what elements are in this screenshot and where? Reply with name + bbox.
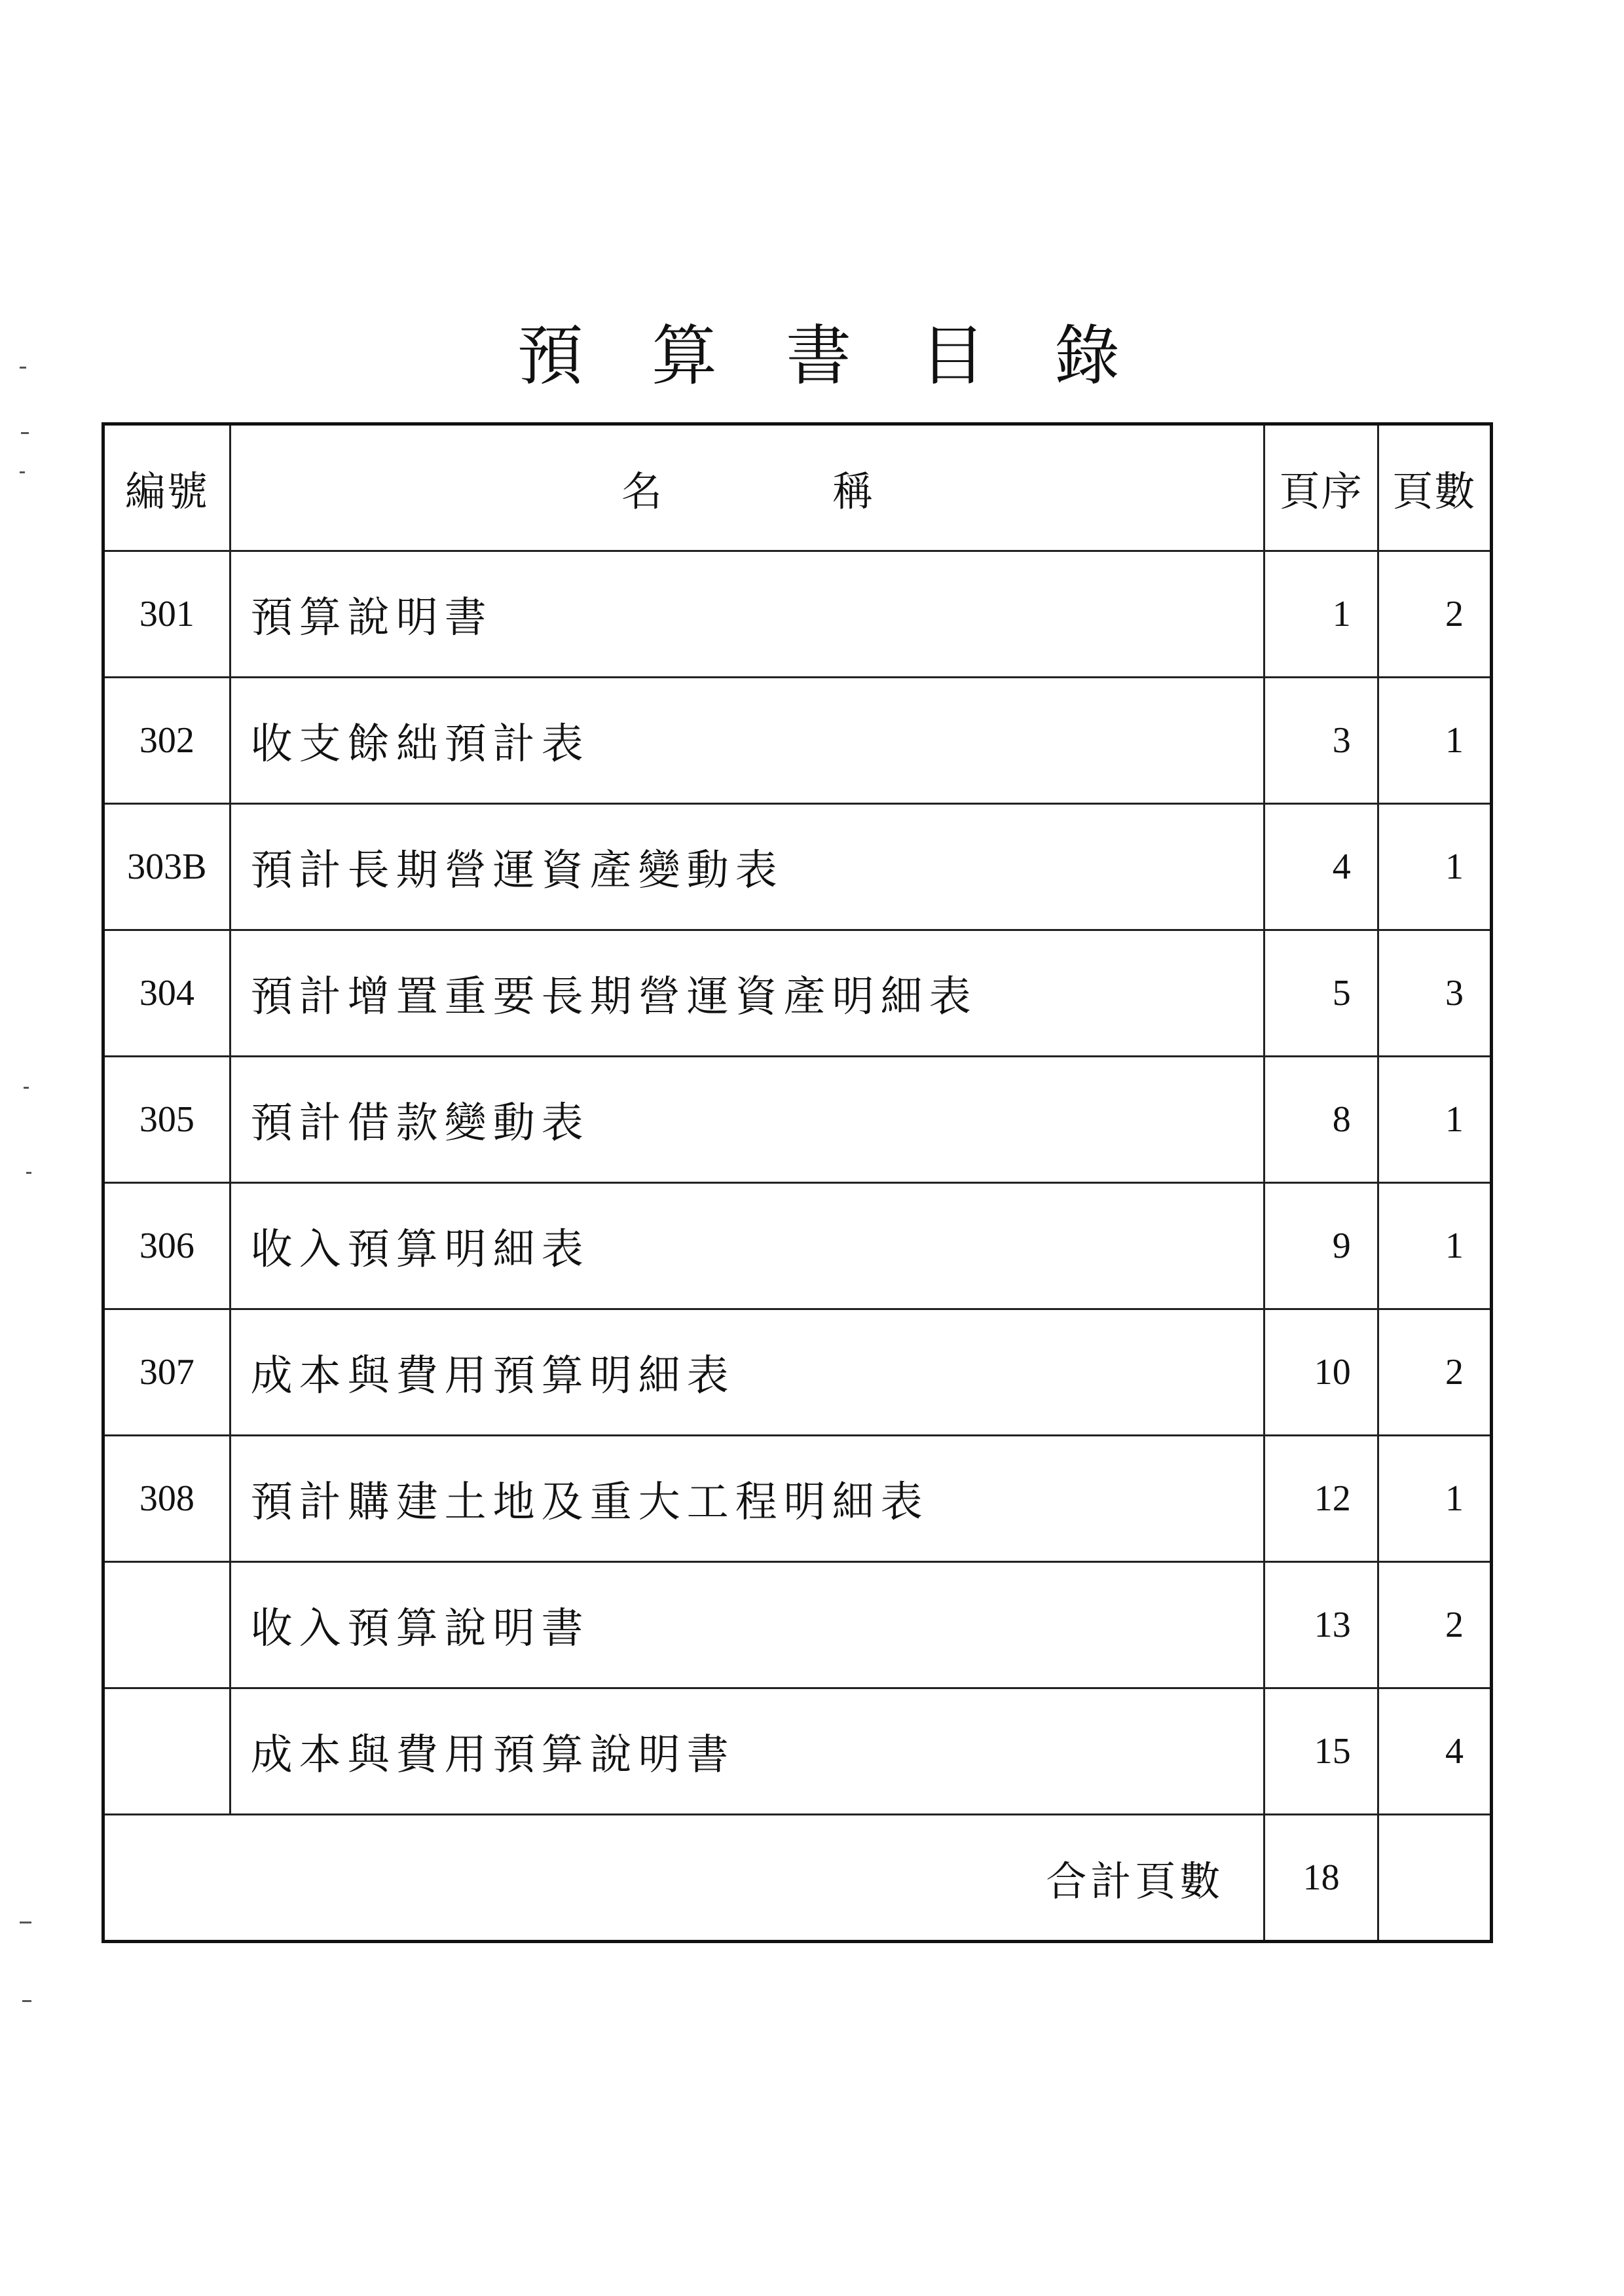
row-code: 305 [103,1057,231,1183]
row-page: 5 [1264,930,1378,1057]
scan-mark [20,471,25,473]
row-page: 9 [1264,1183,1378,1309]
scan-mark [22,2000,31,2002]
table-row [103,1309,1492,1436]
title-char: 書 [786,318,851,394]
row-page: 12 [1264,1436,1378,1562]
row-page: 15 [1264,1688,1378,1815]
row-name: 預計長期營運資產變動表 [230,804,1264,930]
row-code: 307 [103,1309,231,1436]
row-name: 預計購建土地及重大工程明細表 [230,1436,1264,1562]
table-row [103,1688,1492,1815]
scan-mark [21,432,29,434]
row-code: 302 [103,678,231,804]
table-of-contents [101,422,1493,1943]
title-char: 預 [517,318,583,394]
row-name: 預計增置重要長期營運資產明細表 [230,930,1264,1057]
row-page: 10 [1264,1309,1378,1436]
row-count: 1 [1378,1436,1491,1562]
row-name: 預算說明書 [230,551,1264,678]
row-page: 4 [1264,804,1378,930]
table-row [103,930,1492,1057]
row-count: 1 [1378,1183,1491,1309]
table-row [103,1436,1492,1562]
row-count: 4 [1378,1688,1491,1815]
total-page: 18 [1264,1815,1378,1942]
row-code [103,1688,231,1815]
total-count [1378,1815,1491,1942]
title-char: 目 [920,318,986,394]
row-count: 2 [1378,551,1491,678]
table-row [103,1562,1492,1688]
row-count: 1 [1378,804,1491,930]
row-code: 301 [103,551,231,678]
row-page: 1 [1264,551,1378,678]
scan-mark [20,1922,31,1923]
scan-mark [26,1172,31,1174]
row-page: 3 [1264,678,1378,804]
title-char: 算 [652,318,717,394]
total-label: 合計頁數 [103,1815,1264,1942]
header-page: 頁序 [1264,424,1378,551]
header-row [103,424,1492,551]
title-char: 錄 [1054,318,1120,394]
row-name: 收支餘絀預計表 [230,678,1264,804]
header-code: 編號 [103,424,231,551]
row-name: 收入預算說明書 [230,1562,1264,1688]
scan-mark [24,1087,29,1089]
row-name: 成本與費用預算明細表 [230,1309,1264,1436]
row-count: 1 [1378,1057,1491,1183]
row-count: 1 [1378,678,1491,804]
table-row [103,1057,1492,1183]
row-count: 3 [1378,930,1491,1057]
row-count: 2 [1378,1562,1491,1688]
page-title [517,308,1120,393]
header-name: 名稱 [230,424,1264,551]
table-row [103,551,1492,678]
row-page: 13 [1264,1562,1378,1688]
table-row [103,804,1492,930]
table-row [103,678,1492,804]
row-code [103,1562,231,1688]
row-code: 308 [103,1436,231,1562]
row-name: 收入預算明細表 [230,1183,1264,1309]
row-code: 303B [103,804,231,930]
total-row [103,1815,1492,1942]
table-row [103,1183,1492,1309]
header-count: 頁數 [1378,424,1491,551]
row-name: 預計借款變動表 [230,1057,1264,1183]
row-count: 2 [1378,1309,1491,1436]
row-name: 成本與費用預算說明書 [230,1688,1264,1815]
scan-mark [20,367,26,369]
row-code: 304 [103,930,231,1057]
row-page: 8 [1264,1057,1378,1183]
row-code: 306 [103,1183,231,1309]
